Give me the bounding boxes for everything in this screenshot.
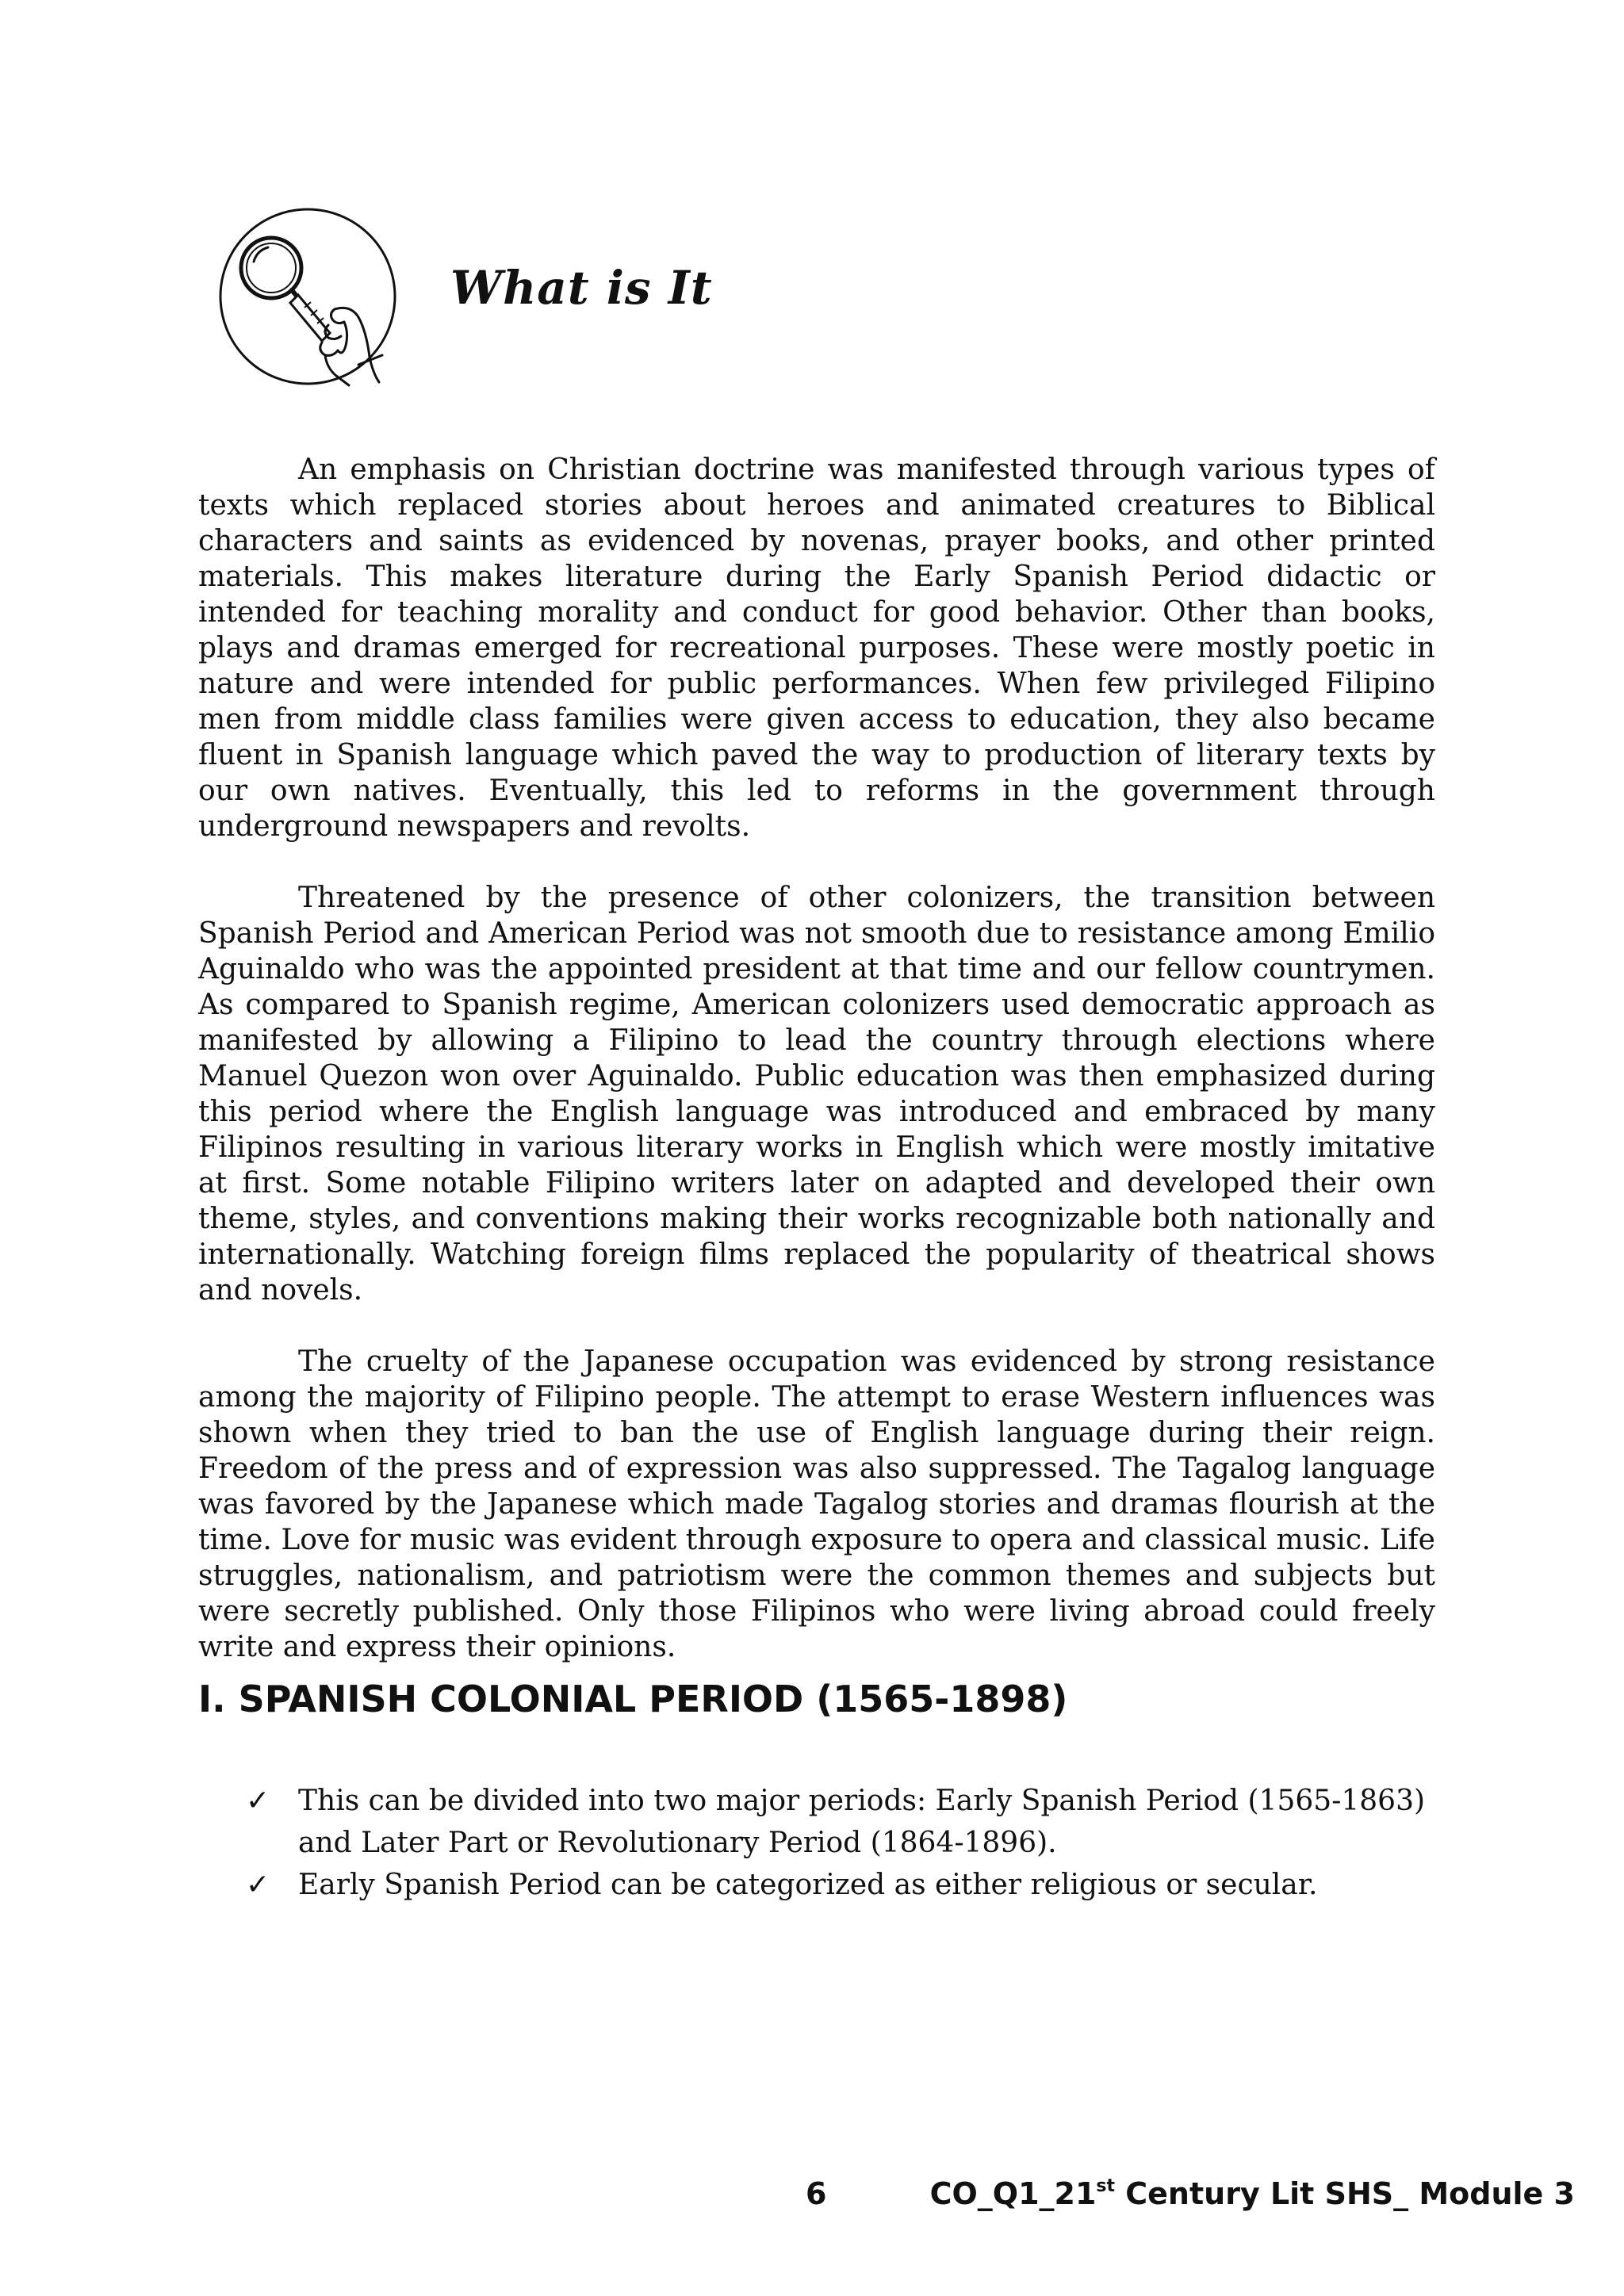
list-item-text: Early Spanish Period can be categorized as either religious or secular.	[298, 1869, 1318, 1901]
page-title: What is It	[450, 261, 713, 315]
section-header	[213, 201, 1323, 392]
section-heading: I. SPANISH COLONIAL PERIOD (1565-1898)	[198, 1678, 1068, 1720]
checkmark-icon: ✓	[246, 1785, 270, 1817]
bullet-list	[198, 1780, 1435, 1906]
module-code	[930, 2176, 1575, 2211]
paragraph-spanish-period: An emphasis on Christian doctrine was manifested through various types of texts which replaced stories about heroes and animated creatures to Biblical characters and saints as evidenced by novenas, prayer books, and other printed materials. This makes literature during the Early Spanish Period didactic or intended for teaching morality and conduct for good behavior. Other than books, plays and dramas emerged for recreational purposes. These were mostly poetic in nature and were intended for public performances. When few privileged Filipino men from middle class families were given access to education, they also became fluent in Spanish language which paved the way to production of literary texts by our own natives. Eventually, this led to reforms in the government through underground newspapers and revolts.	[198, 453, 1435, 843]
list-item	[198, 1780, 1435, 1864]
paragraph-japanese-period: The cruelty of the Japanese occupation was evidenced by strong resistance among the majority of Filipino people. The attempt to erase Western influences was shown when they tried to ban the use of English language during their reign. Freedom of the press and of expression was also suppressed. The Tagalog language was favored by the Japanese which made Tagalog stories and dramas flourish at the time. Love for music was evident through exposure to opera and classical music. Life struggles, nationalism, and patriotism were the common themes and subjects but were secretly published. Only those Filipinos who were living abroad could freely write and express their opinions.	[198, 1345, 1435, 1663]
paragraph-american-period: Threatened by the presence of other colonizers, the transition between Spanish Period and American Period was not smooth due to resistance among Emilio Aguinaldo who was the appointed president at that time and our fellow countrymen. As compared to Spanish regime, American colonizers used democratic approach as manifested by allowing a Filipino to lead the country through elections where Manuel Quezon won over Aguinaldo. Public education was then emphasized during this period where the English language was introduced and embraced by many Filipinos resulting in various literary works in English which were mostly imitative at first. Some notable Filipino writers later on adapted and developed their own theme, styles, and conventions making their works recognizable both nationally and internationally. Watching foreign films replaced the popularity of theatrical shows and novels.	[198, 882, 1435, 1307]
page-number: 6	[806, 2176, 827, 2211]
list-item-text: This can be divided into two major periods: Early Spanish Period (1565-1863) and Later Part or Revolutionary Period (1864-1896).	[298, 1785, 1426, 1859]
page-footer	[0, 2176, 1624, 2224]
magnifying-glass-icon	[217, 206, 398, 387]
module-code-superscript: st	[1096, 2176, 1116, 2196]
list-item	[198, 1864, 1435, 1906]
checkmark-icon: ✓	[246, 1869, 270, 1901]
body-text	[198, 452, 1435, 1701]
module-code-suffix: Century Lit SHS_ Module 3	[1115, 2176, 1575, 2211]
module-code-prefix: CO_Q1_21	[929, 2176, 1097, 2211]
